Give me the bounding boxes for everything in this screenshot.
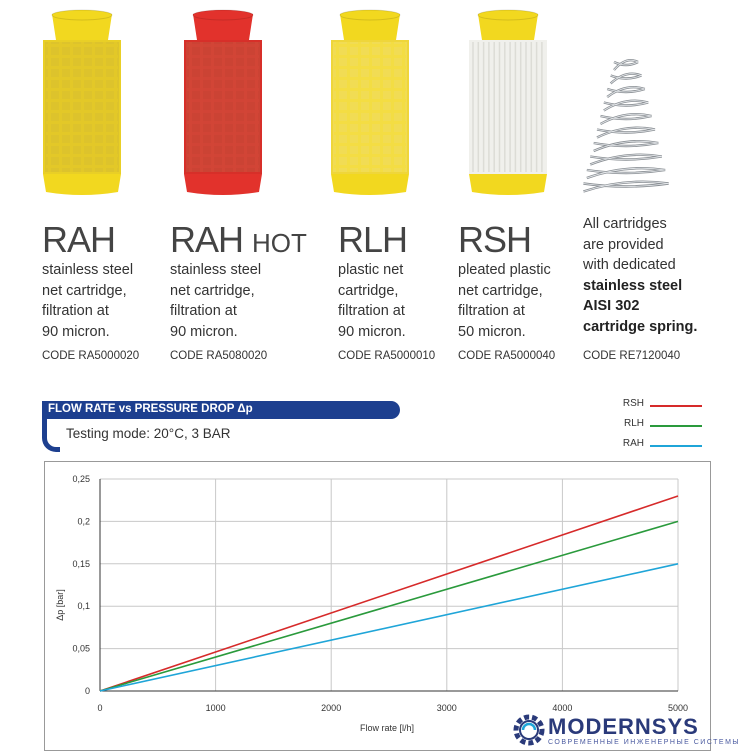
product-name-rsh: RSH (458, 219, 532, 260)
x-tick-label: 1000 (205, 703, 226, 713)
spring-image (583, 60, 668, 191)
watermark-tagline: СОВРЕМЕННЫЕ ИНЖЕНЕРНЫЕ СИСТЕМЫ (548, 739, 740, 746)
gear-icon (512, 713, 546, 747)
y-tick-label: 0,2 (77, 516, 90, 527)
y-axis-label: Δp [bar] (55, 589, 65, 621)
product-name-rlh: RLH (338, 219, 408, 260)
y-tick-label: 0,25 (72, 474, 90, 484)
x-tick-label: 4000 (552, 703, 573, 713)
cartridge-image-rlh (331, 10, 409, 195)
spring-desc-bold: cartridge spring. (583, 318, 698, 335)
cartridge-image-rsh (469, 10, 547, 195)
legend-label-rah: RAH (622, 438, 644, 449)
y-tick-label: 0,05 (72, 643, 90, 654)
x-tick-label: 3000 (436, 703, 457, 713)
spring-desc-line: are provided (583, 236, 664, 253)
product-desc-rah-hot: stainless steel net cartridge, filtration at 90 micron. (170, 262, 262, 340)
x-tick-label: 5000 (667, 703, 689, 713)
product-desc-rsh: pleated plastic net cartridge, filtration at 50 micron. (458, 262, 551, 340)
product-name-rah-hot: RAH HOT (170, 219, 307, 260)
x-tick-label: 0 (97, 703, 103, 713)
legend-label-rsh: RSH (622, 398, 644, 409)
legend-label-rlh: RLH (623, 418, 644, 429)
banner-hook (42, 416, 60, 452)
series-line-rsh (100, 496, 678, 691)
product-code-spring: CODE RE7120040 (583, 350, 681, 362)
chart-title: FLOW RATE vs PRESSURE DROP Δp (48, 403, 253, 415)
cartridge-image-rah-hot (184, 10, 262, 195)
cartridge-image-rah (43, 10, 121, 195)
legend-line-rlh (650, 425, 702, 427)
y-tick-label: 0,15 (72, 558, 90, 569)
spring-desc-bold: AISI 302 (583, 298, 640, 314)
product-code-rlh: CODE RA5000010 (338, 350, 436, 362)
legend-line-rsh (650, 405, 702, 407)
watermark-brand: MODERNSYS (548, 714, 699, 739)
x-axis-label: Flow rate [l/h] (359, 723, 415, 733)
product-name-rah: RAH (42, 219, 116, 260)
series-line-rah (100, 564, 678, 691)
spring-description (583, 214, 697, 337)
x-tick-label: 2000 (321, 703, 342, 713)
product-images (0, 0, 711, 205)
product-code-rah: CODE RA5000020 (42, 350, 140, 362)
product-desc-rah: stainless steel net cartridge, filtration at 90 micron. (42, 262, 134, 340)
spring-desc-line: with dedicated (583, 257, 676, 273)
line-chart (0, 461, 711, 749)
product-code-rsh: CODE RA5000040 (458, 350, 556, 362)
spring-desc-line: All cartridges (583, 216, 667, 232)
product-desc-rlh: plastic net cartridge, filtration at 90 micron. (338, 262, 406, 340)
product-name-suffix: HOT (252, 228, 307, 258)
product-code-rah-hot: CODE RA5080020 (170, 350, 268, 362)
chart-subtitle: Testing mode: 20°C, 3 BAR (66, 426, 231, 441)
y-tick-label: 0 (84, 686, 90, 696)
spring-desc-bold: stainless steel (583, 277, 683, 294)
legend-line-rah (650, 445, 702, 447)
y-tick-label: 0,1 (77, 601, 90, 612)
